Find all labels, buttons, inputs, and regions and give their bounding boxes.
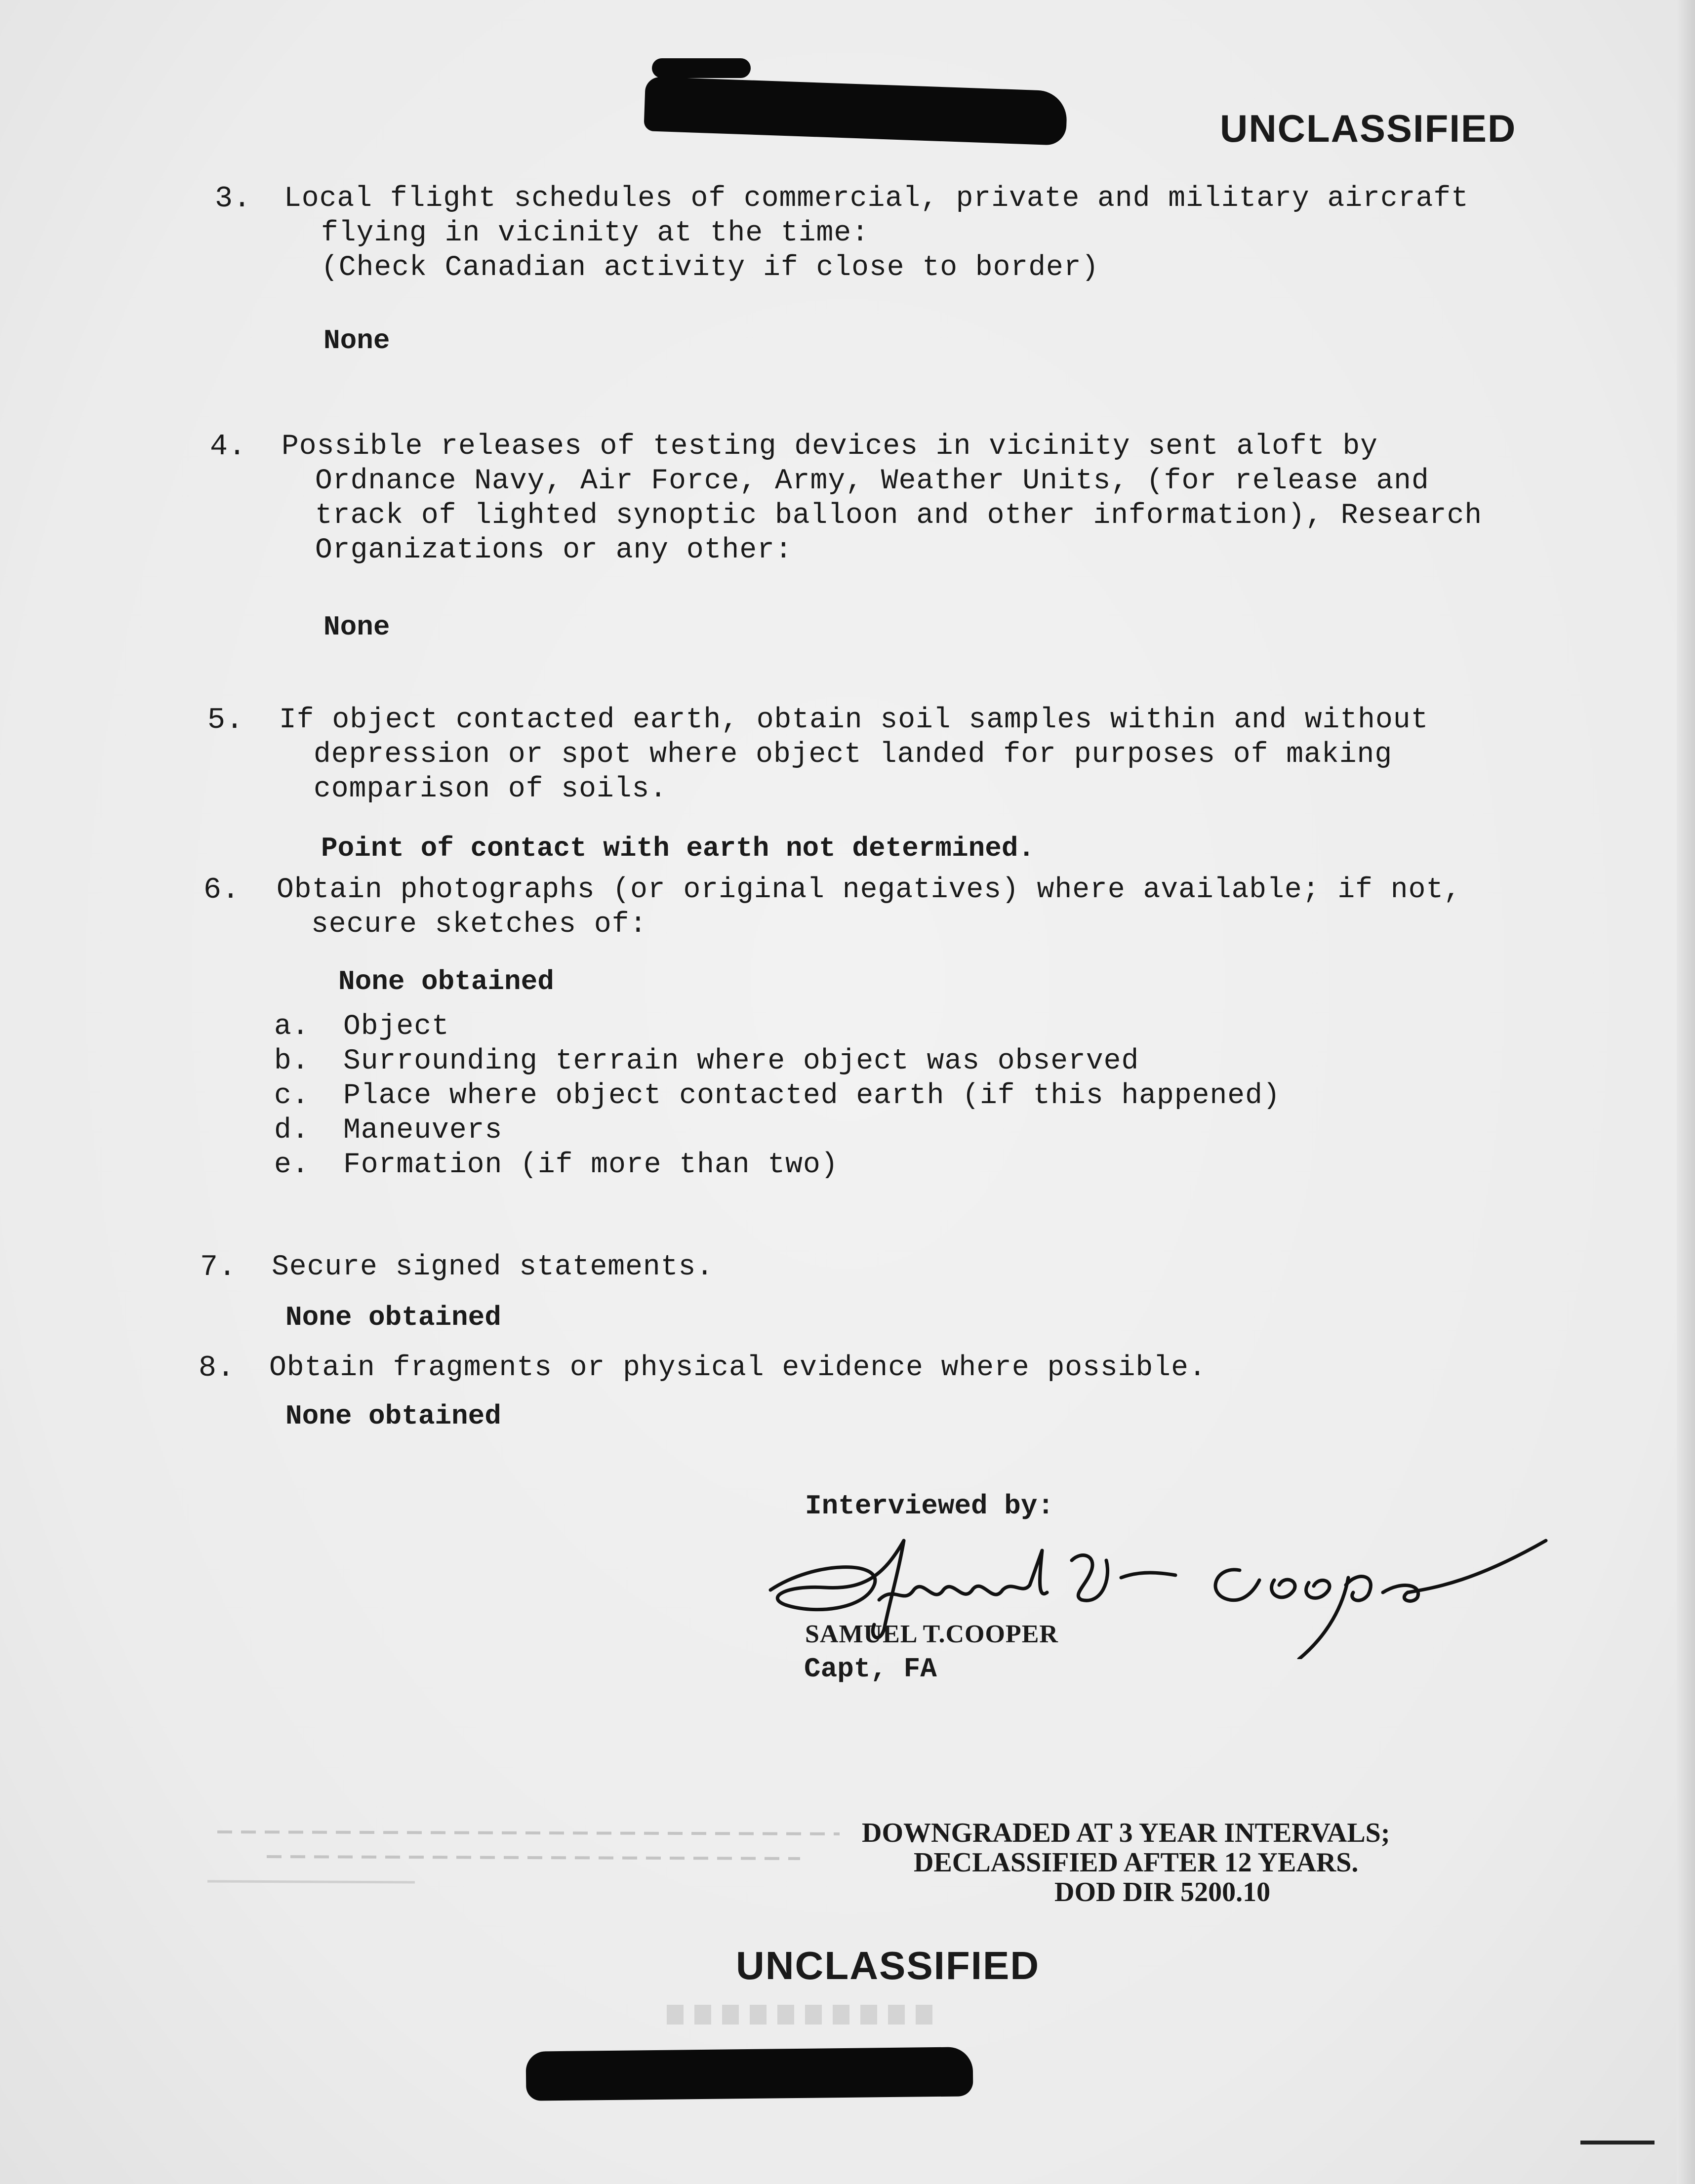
subitem-e-letter: e. — [274, 1149, 310, 1181]
downgrade-line-3: DOD DIR 5200.10 — [1054, 1877, 1271, 1907]
item-5-line-2: depression or spot where object landed for purposes of making — [314, 739, 1393, 771]
item-3-line-2: flying in vicinity at the time: — [321, 217, 869, 249]
subitem-c-text: Place where object contacted earth (if this happened) — [343, 1080, 1281, 1112]
subitem-b-letter: b. — [274, 1045, 310, 1077]
downgrade-line-1: DOWNGRADED AT 3 YEAR INTERVALS; — [862, 1818, 1390, 1848]
subitem-c-letter: c. — [274, 1080, 310, 1112]
subitem-d-text: Maneuvers — [343, 1114, 503, 1147]
item-6-line-2: secure sketches of: — [311, 909, 647, 941]
item-3-line-1: Local flight schedules of commercial, private and military aircraft — [284, 183, 1469, 215]
item-7-number: 7. — [200, 1251, 237, 1284]
redaction-mark-top — [652, 58, 751, 78]
classification-stamp-top: UNCLASSIFIED — [1220, 107, 1517, 150]
signer-rank: Capt, FA — [804, 1653, 937, 1685]
item-5-number: 5. — [207, 704, 244, 737]
item-4-line-3: track of lighted synoptic balloon and other information), Research — [315, 500, 1483, 532]
subitem-a-text: Object — [343, 1011, 449, 1043]
page-edge-line — [1580, 2141, 1655, 2144]
item-8-line-1: Obtain fragments or physical evidence where possible. — [269, 1352, 1207, 1384]
item-8-number: 8. — [199, 1351, 236, 1385]
item-7-line-1: Secure signed statements. — [272, 1251, 714, 1283]
item-5-line-1: If object contacted earth, obtain soil samples within and without — [279, 704, 1429, 736]
item-8-answer: None obtained — [285, 1400, 501, 1432]
redaction-bar-top — [644, 77, 1067, 146]
item-6-number: 6. — [203, 874, 241, 907]
item-4-line-2: Ordnance Navy, Air Force, Army, Weather Units, (for release and — [315, 465, 1429, 497]
item-4-answer: None — [323, 611, 390, 643]
item-6-line-1: Obtain photographs (or original negatives) where available; if not, — [277, 874, 1461, 906]
subitem-d-letter: d. — [274, 1114, 310, 1147]
item-3-number: 3. — [215, 182, 252, 216]
item-6-answer: None obtained — [338, 966, 554, 997]
subitem-a-letter: a. — [274, 1011, 310, 1043]
item-5-answer: Point of contact with earth not determined. — [321, 833, 1035, 864]
item-4-number: 4. — [210, 430, 247, 464]
item-7-answer: None obtained — [285, 1302, 501, 1333]
downgrade-line-2: DECLASSIFIED AFTER 12 YEARS. — [914, 1847, 1359, 1878]
item-5-line-3: comparison of soils. — [314, 773, 668, 805]
item-4-line-4: Organizations or any other: — [315, 534, 793, 566]
classification-stamp-bottom: UNCLASSIFIED — [736, 1944, 1040, 1987]
faint-ghost-mark-bottom — [667, 2005, 943, 2025]
subitem-b-text: Surrounding terrain where object was observed — [343, 1045, 1139, 1077]
item-3-line-3: (Check Canadian activity if close to border) — [321, 252, 1099, 284]
page-edge-right — [1677, 0, 1695, 2184]
interviewed-by-label: Interviewed by: — [805, 1490, 1054, 1522]
signer-name: SAMUEL T.COOPER — [805, 1620, 1058, 1648]
subitem-e-text: Formation (if more than two) — [343, 1149, 839, 1181]
item-4-line-1: Possible releases of testing devices in vicinity sent aloft by — [282, 431, 1378, 463]
item-3-answer: None — [323, 325, 390, 357]
redaction-bar-bottom — [526, 2047, 973, 2101]
faint-bleed-through-marks — [207, 1822, 849, 1891]
